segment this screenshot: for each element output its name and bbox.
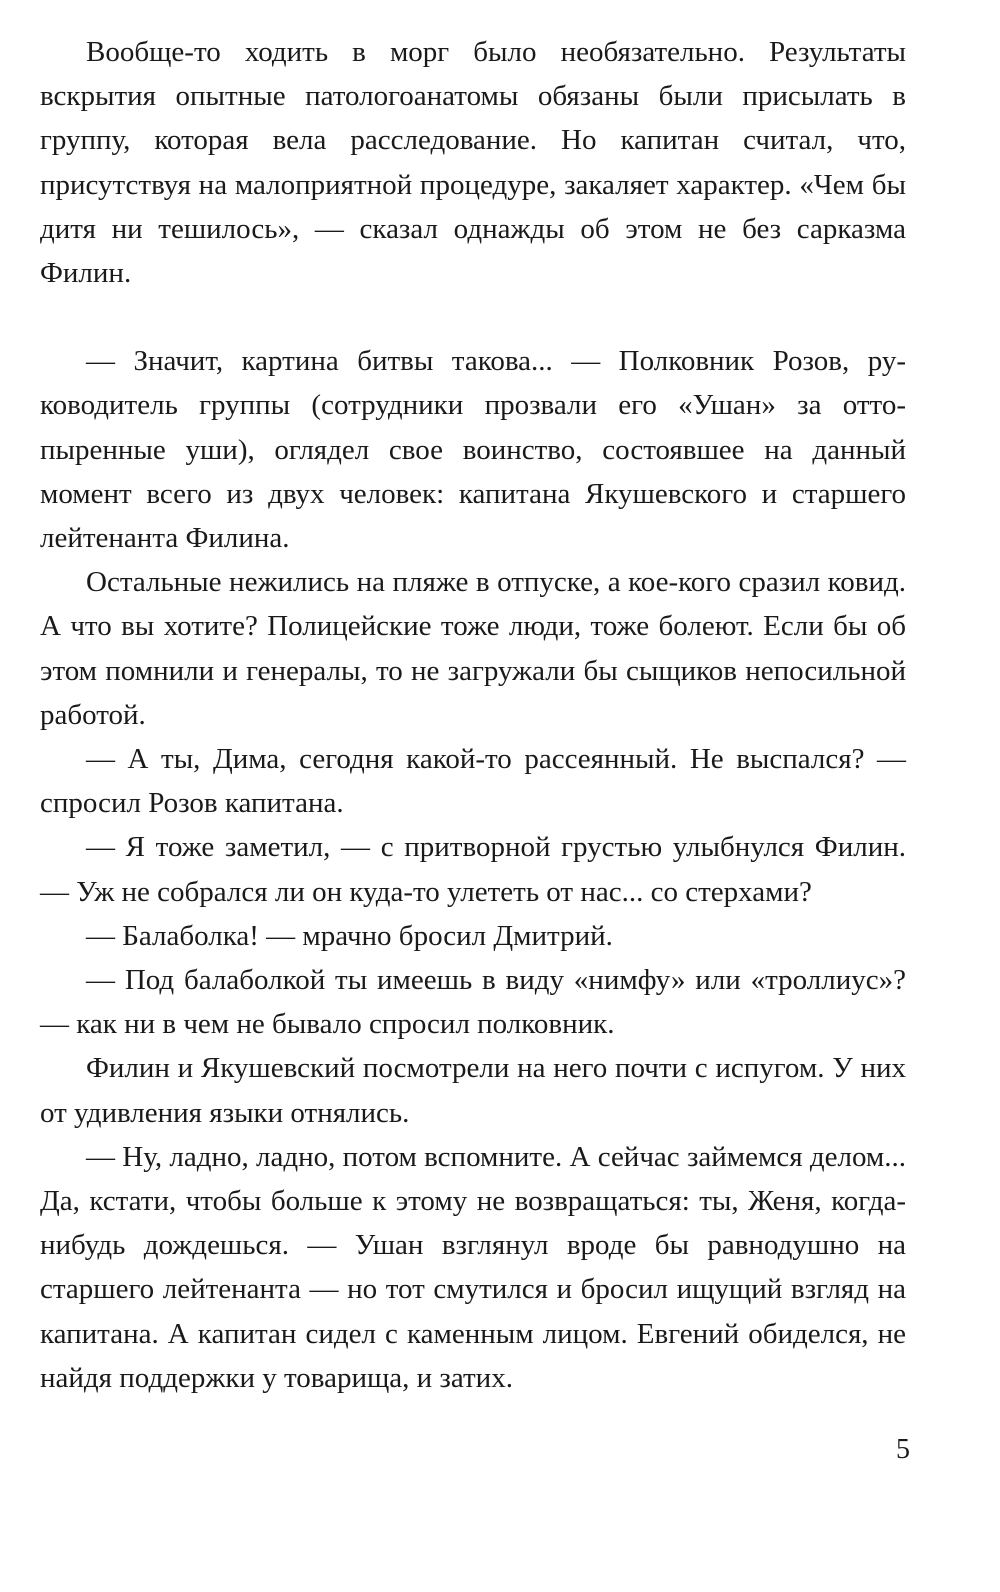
paragraph-ushan-business: — Ну, ладно, ладно, потом вспомните. А сейчас займемся делом... Да, кстати, чтобы больше к этому не возвращаться: ты, Женя, когда-нибудь дождешься. — Ушан взглянул вроде бы равнодушно на старшего лейтенанта — но тот смутился и бросил ищущий взгляд на капитана. А капитан сидел с каменным лицом. Евгений обиделся, не найдя поддержки у товарища, и затих. <box>40 1140 906 1394</box>
paragraph-colonel-question: — Под балаболкой ты имеешь в виду «нимфу» или «троллиус»? — как ни в чем не бывало спросил полковник. <box>40 964 906 1041</box>
paragraph-dima-question: — А ты, Дима, сегодня какой-то рассеянный. Не выспался? — спросил Розов капитана. <box>40 743 906 820</box>
page-number: 5 <box>896 1434 910 1465</box>
paragraph-others-absent: Остальные нежились на пляже в отпуске, а кое-кого сразил ковид. А что вы хотите? Полицейские тоже люди, тоже болеют. Если бы об этом помнили и генералы, то не загружали бы сыщиков непосильной работой. <box>40 566 906 731</box>
page-body <box>40 30 906 1400</box>
paragraph-battle-picture: — Значит, картина битвы такова... — Полковник Розов, руководитель группы (сотрудники прозвали его «Ушан» за оттопыренные уши), оглядел свое воинство, состоявшее на данный момент всего из двух человек: капитана Якушевского и старшего лейтенанта Филина. <box>40 345 906 555</box>
paragraph-balabolka: — Балаболка! — мрачно бросил Дмитрий. <box>86 919 613 952</box>
paragraph-morgue: Вообще-то ходить в морг было необязательно. Результаты вскрытия опытные патологоанатомы обязаны были присылать в группу, которая вела расследование. Но капитан считал, что, присутствуя на малоприятной процедуре, закаляет характер. «Чем бы дитя ни тешилось», — сказал однажды об этом не без сарказма Филин. <box>40 36 906 290</box>
paragraph-filin-remark: — Я тоже заметил, — с притворной грустью улыбнулся Филин. — Уж не собрался ли он куда-то улететь от нас... со стерхами? <box>40 831 906 908</box>
paragraph-surprise: Филин и Якушевский посмотрели на него почти с испугом. У них от удивления языки отнялись. <box>40 1052 906 1129</box>
section-gap <box>40 295 906 339</box>
